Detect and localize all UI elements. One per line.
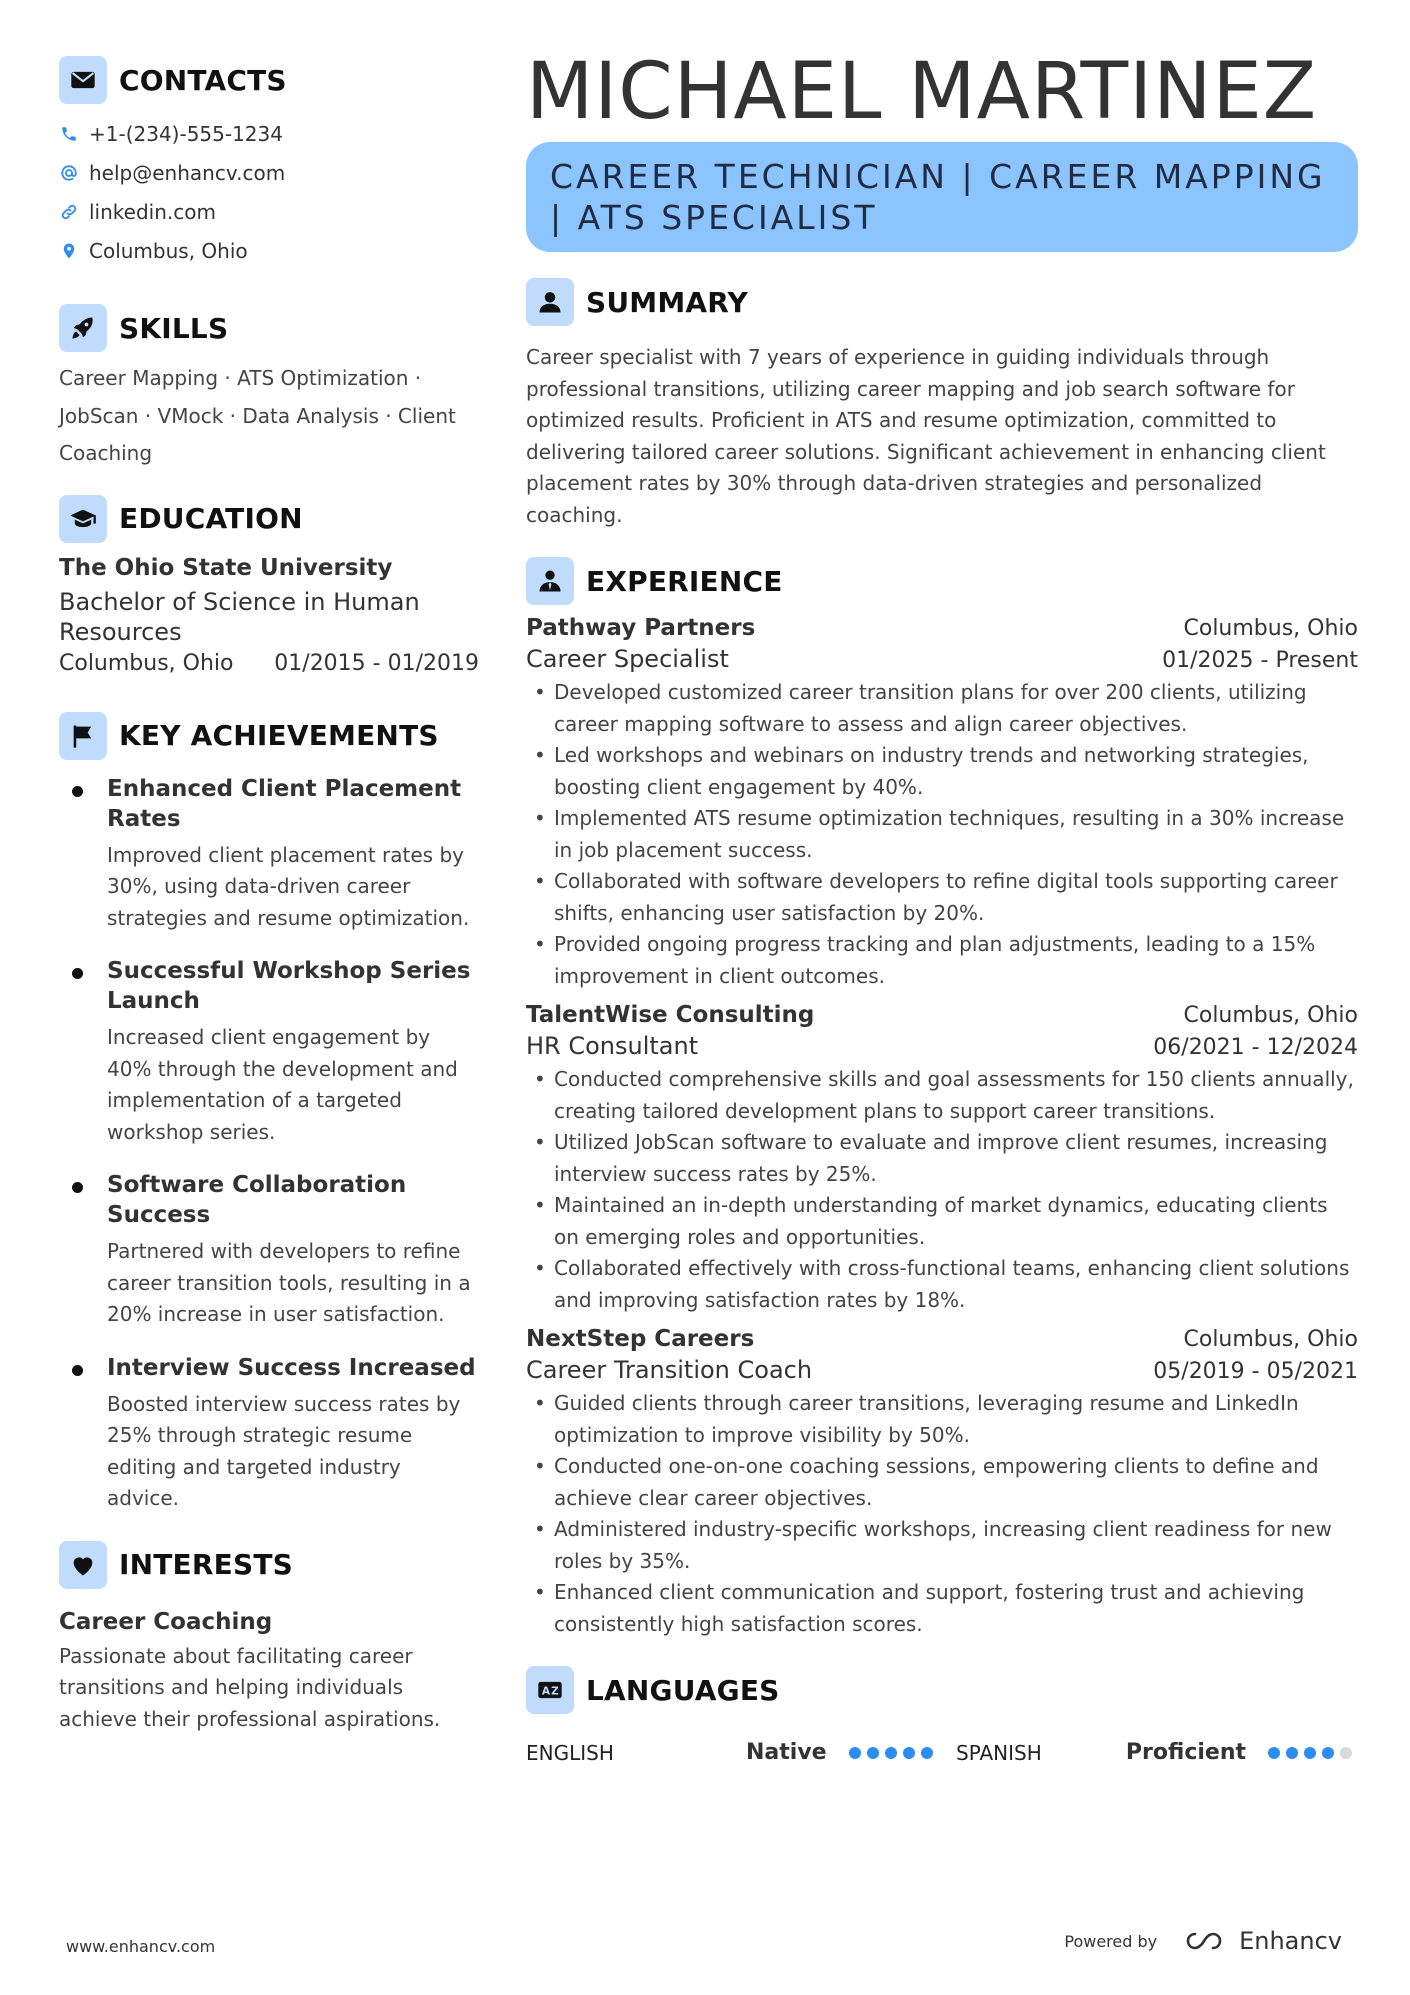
contact-email-text: help@enhancv.com xyxy=(89,160,286,185)
skills-header xyxy=(59,304,479,352)
job-dates: 06/2021 - 12/2024 xyxy=(1153,1035,1358,1060)
brand-logo[interactable] xyxy=(1183,1927,1342,1955)
job-bullets xyxy=(526,677,1358,992)
left-column xyxy=(59,56,479,1735)
job-company: NextStep Careers xyxy=(526,1326,755,1352)
contact-email[interactable] xyxy=(59,153,479,192)
experience-heading: EXPERIENCE xyxy=(586,564,783,598)
user-icon xyxy=(526,278,574,326)
education-dates: 01/2015 - 01/2019 xyxy=(274,650,479,676)
achievement-item xyxy=(59,1353,479,1515)
contact-location xyxy=(59,231,479,270)
job-bullet: • Conducted comprehensive skills and goal assessments for 150 clients annually, creating tailored development plans to support career transitions. xyxy=(526,1064,1358,1127)
achievement-item xyxy=(59,774,479,935)
language-level: Proficient xyxy=(1125,1740,1246,1765)
achievement-title: Interview Success Increased xyxy=(107,1354,476,1381)
heart-icon xyxy=(59,1541,107,1589)
briefcase-user-icon xyxy=(526,557,574,605)
contact-phone-text: +1-(234)-555-1234 xyxy=(89,121,283,146)
rocket-icon xyxy=(59,304,107,352)
education-header xyxy=(59,495,479,543)
rating-dot-filled xyxy=(1304,1747,1316,1759)
job-bullet: • Guided clients through career transitions, leveraging resume and LinkedIn optimization to improve visibility by 50%. xyxy=(526,1388,1358,1451)
interests-header xyxy=(59,1541,479,1589)
brand-name: Enhancv xyxy=(1239,1927,1342,1955)
languages-heading: LANGUAGES xyxy=(586,1673,780,1707)
achievement-title: Enhanced Client Placement Rates xyxy=(107,775,462,832)
flag-icon xyxy=(59,712,107,760)
job-role: HR Consultant xyxy=(526,1032,699,1060)
job-header xyxy=(526,615,1358,641)
language-level: Native xyxy=(746,1740,827,1765)
experience-header xyxy=(526,557,1358,605)
language-translate-icon xyxy=(526,1666,574,1714)
language-item xyxy=(526,1740,956,1765)
job-bullet: • Enhanced client communication and support, fostering trust and achieving consistently high satisfaction scores. xyxy=(526,1577,1358,1640)
bullet-dot xyxy=(72,1365,83,1376)
job-subheader xyxy=(526,1356,1358,1384)
job-bullets xyxy=(526,1064,1358,1316)
footer-website[interactable]: www.enhancv.com xyxy=(66,1937,216,1956)
languages-header xyxy=(526,1666,1358,1714)
candidate-title: CAREER TECHNICIAN | CAREER MAPPING | ATS SPECIALIST xyxy=(550,157,1326,237)
job-dates: 01/2025 - Present xyxy=(1162,648,1358,673)
skills-list: Career Mapping · ATS Optimization · JobScan · VMock · Data Analysis · Client Coaching xyxy=(59,366,456,465)
job-bullet: • Maintained an in-depth understanding of market dynamics, educating clients on emerging roles and opportunities. xyxy=(526,1190,1358,1253)
rating-dot-filled xyxy=(1322,1747,1334,1759)
job-bullet: • Collaborated effectively with cross-functional teams, enhancing client solutions and improving satisfaction rates by 18%. xyxy=(526,1253,1358,1316)
job-header xyxy=(526,1326,1358,1352)
contact-phone[interactable] xyxy=(59,114,479,153)
rating-dot-filled xyxy=(885,1747,897,1759)
contact-linkedin[interactable] xyxy=(59,192,479,231)
job-bullet: • Utilized JobScan software to evaluate and improve client resumes, increasing interview success rates by 25%. xyxy=(526,1127,1358,1190)
achievements-list xyxy=(59,774,479,1515)
title-banner xyxy=(526,142,1358,252)
job-subheader xyxy=(526,645,1358,673)
skills-heading: SKILLS xyxy=(119,311,229,345)
job-subheader xyxy=(526,1032,1358,1060)
phone-icon xyxy=(59,124,79,144)
job-bullet: • Implemented ATS resume optimization techniques, resulting in a 30% increase in job placement success. xyxy=(526,803,1358,866)
interest-title: Career Coaching xyxy=(59,1608,273,1635)
achievement-title: Successful Workshop Series Launch xyxy=(107,958,471,1014)
job-dates: 05/2019 - 05/2021 xyxy=(1153,1359,1358,1384)
job-role: Career Specialist xyxy=(526,645,729,673)
graduation-cap-icon xyxy=(59,495,107,543)
achievement-desc: Improved client placement rates by 30%, using data-driven career strategies and resume optimization. xyxy=(107,842,470,930)
link-icon xyxy=(59,202,79,222)
location-pin-icon xyxy=(59,241,79,261)
envelope-icon xyxy=(59,56,107,104)
candidate-name: MICHAEL MARTINEZ xyxy=(526,47,1318,137)
svg-text:A: A xyxy=(541,1685,550,1698)
education-degree: Bachelor of Science in Human Resources xyxy=(59,587,420,646)
footer-branding xyxy=(1064,1927,1342,1955)
job-header xyxy=(526,1002,1358,1028)
education-location: Columbus, Ohio xyxy=(59,650,234,676)
rating-dot-filled xyxy=(921,1747,933,1759)
summary-text: Career specialist with 7 years of experience in guiding individuals through professional transitions, utilizing career mapping and job search software for optimized results. Proficient in ATS and resume optimization, committed to delivering tailored career solutions. Significant achievement in enhancing client placement rates by 30% through data-driven strategies and personalized coaching. xyxy=(526,345,1326,527)
achievement-title: Software Collaboration Success xyxy=(107,1172,407,1228)
contact-location-text: Columbus, Ohio xyxy=(89,238,248,263)
job-bullet: • Administered industry-specific workshops, increasing client readiness for new roles by 35%. xyxy=(526,1514,1358,1577)
job-entry xyxy=(526,1326,1358,1640)
languages-row xyxy=(526,1740,1358,1765)
language-name: ENGLISH xyxy=(526,1740,614,1765)
job-bullet: • Collaborated with software developers to refine digital tools supporting career shifts, enhancing user satisfaction by 20%. xyxy=(526,866,1358,929)
contacts-heading: CONTACTS xyxy=(119,63,287,97)
achievement-item xyxy=(59,1170,479,1331)
rating-dot-filled xyxy=(1286,1747,1298,1759)
language-name: SPANISH xyxy=(956,1740,1042,1765)
job-entry xyxy=(526,1002,1358,1316)
job-company: Pathway Partners xyxy=(526,615,756,641)
enhancv-logo-icon xyxy=(1183,1929,1229,1953)
education-heading: EDUCATION xyxy=(119,502,303,535)
summary-header xyxy=(526,278,1358,326)
svg-text:Z: Z xyxy=(551,1685,559,1698)
contacts-header xyxy=(59,56,479,104)
job-entry xyxy=(526,615,1358,992)
interest-desc: Passionate about facilitating career transitions and helping individuals achieve their professional aspirations. xyxy=(59,1643,441,1731)
interests-heading: INTERESTS xyxy=(119,1548,293,1581)
bullet-dot xyxy=(72,1182,83,1193)
achievement-desc: Partnered with developers to refine career transition tools, resulting in a 20% increase in user satisfaction. xyxy=(107,1239,471,1326)
rating-dot-filled xyxy=(1268,1747,1280,1759)
powered-by-label: Powered by xyxy=(1064,1931,1158,1951)
job-bullet: • Conducted one-on-one coaching sessions, empowering clients to define and achieve clear career objectives. xyxy=(526,1451,1358,1514)
job-bullet: • Led workshops and webinars on industry trends and networking strategies, boosting client engagement by 40%. xyxy=(526,740,1358,803)
at-icon xyxy=(59,163,79,183)
job-location: Columbus, Ohio xyxy=(1183,1003,1358,1028)
rating-dot-empty xyxy=(1340,1747,1352,1759)
job-bullet: • Provided ongoing progress tracking and plan adjustments, leading to a 15% improvement in client outcomes. xyxy=(526,929,1358,992)
job-bullet: • Developed customized career transition plans for over 200 clients, utilizing career mapping software to assess and align career objectives. xyxy=(526,677,1358,740)
achievement-desc: Boosted interview success rates by 25% through strategic resume editing and targeted industry advice. xyxy=(107,1391,461,1510)
bullet-dot xyxy=(72,786,83,797)
bullet-dot xyxy=(72,968,83,979)
achievement-desc: Increased client engagement by 40% through the development and implementation of a targeted workshop series. xyxy=(107,1025,458,1144)
job-company: TalentWise Consulting xyxy=(526,1002,815,1028)
job-location: Columbus, Ohio xyxy=(1183,616,1358,641)
education-meta xyxy=(59,651,479,676)
achievement-item xyxy=(59,956,479,1148)
contacts-list xyxy=(59,114,479,270)
rating-dot-filled xyxy=(849,1747,861,1759)
education-school: The Ohio State University xyxy=(59,554,393,581)
rating-dot-filled xyxy=(903,1747,915,1759)
achievements-heading: KEY ACHIEVEMENTS xyxy=(119,719,439,752)
job-role: Career Transition Coach xyxy=(526,1356,813,1384)
language-rating xyxy=(849,1747,939,1759)
language-rating xyxy=(1268,1747,1358,1759)
right-column xyxy=(526,47,1358,1765)
achievements-header xyxy=(59,712,479,760)
rating-dot-filled xyxy=(867,1747,879,1759)
language-item xyxy=(956,1740,1358,1765)
summary-heading: SUMMARY xyxy=(586,285,749,319)
job-bullets xyxy=(526,1388,1358,1640)
contact-linkedin-text: linkedin.com xyxy=(89,199,216,224)
job-location: Columbus, Ohio xyxy=(1183,1327,1358,1352)
language-level-group xyxy=(1126,1740,1358,1765)
